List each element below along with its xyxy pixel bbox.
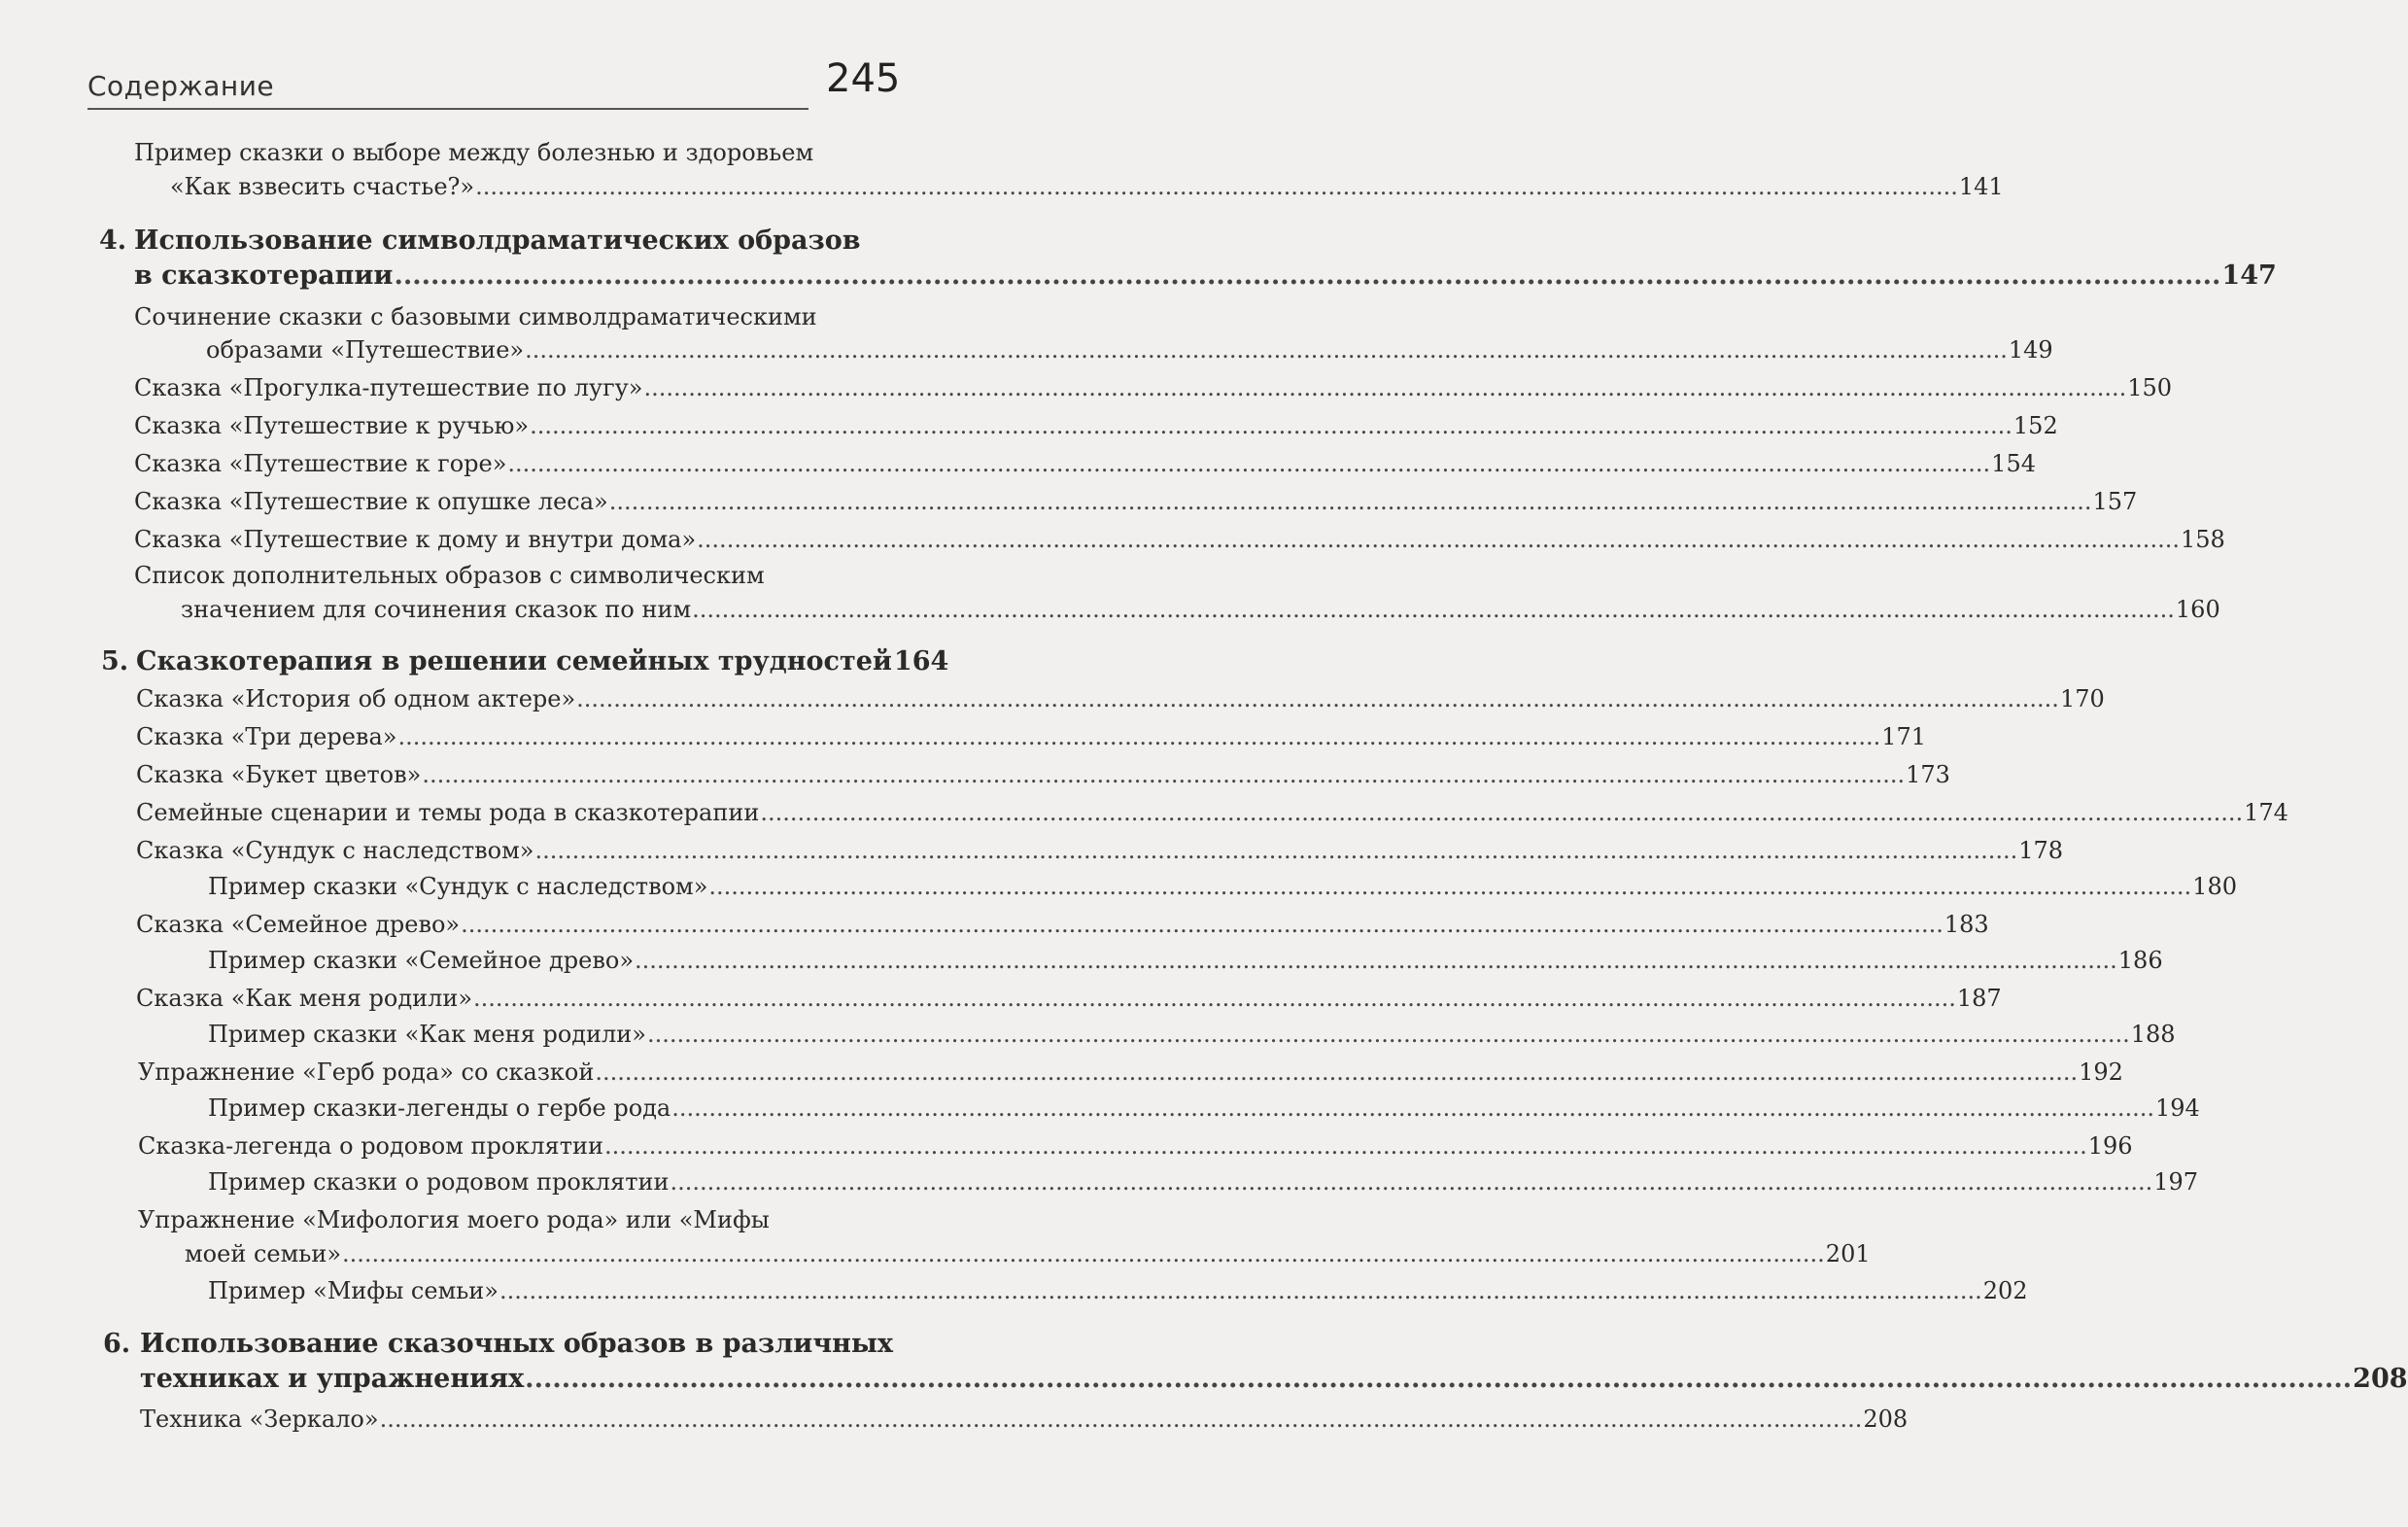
toc-page-ref: 164: [893, 646, 949, 677]
chapter-number: 6.: [103, 1329, 131, 1359]
toc-page-ref: 183: [1944, 911, 1989, 938]
toc-page-ref: 157: [2092, 488, 2138, 515]
toc-entry-title: Пример сказки «Семейное древо»: [208, 947, 634, 974]
toc-entry-line: Сочинение сказки с базовыми символдраматическими: [134, 303, 817, 330]
dot-leader: ........................................................................................................................................................................................................: [397, 723, 1881, 750]
toc-page-ref: 194: [2155, 1094, 2200, 1122]
toc-entry: [136, 985, 2002, 1012]
header-rule: [87, 108, 808, 110]
dot-leader: ........................................................................................................................................................................................................: [379, 1406, 1863, 1433]
toc-entry-title: «Как взвесить счастье?»: [170, 173, 475, 200]
toc-entry-title: моей семьи»: [185, 1240, 342, 1267]
toc-entry-title: Сказка «Как меня родили»: [136, 985, 473, 1012]
toc-entry-line: Список дополнительных образов с символическим: [134, 562, 765, 589]
toc-page-ref: 174: [2244, 799, 2288, 826]
toc-page-ref: 170: [2059, 685, 2105, 712]
chapter-title-line: Использование символдраматических образов: [134, 226, 861, 256]
toc-entry: [136, 799, 2288, 826]
toc-entry: [136, 685, 2105, 712]
dot-leader: ........................................................................................................................................................................................................: [576, 685, 2059, 712]
toc-entry-title: Сказка «Букет цветов»: [136, 761, 422, 788]
dot-leader: ........................................................................................................................................................................................................: [534, 837, 2018, 864]
toc-entry-title: Пример сказки «Как меня родили»: [208, 1021, 646, 1048]
toc-entry-line: Пример сказки о выборе между болезнью и здоровьем: [134, 139, 814, 166]
toc-page-ref: 208: [2353, 1364, 2408, 1394]
toc-entry-title: Сказка «Три дерева»: [136, 723, 397, 750]
dot-leader: ........................................................................................................................................................................................................: [595, 1058, 2079, 1086]
toc-entry-title: Пример сказки-легенды о гербе рода: [208, 1094, 671, 1122]
chapter-number: 4.: [99, 226, 127, 256]
chapter-title: техниках и упражнениях: [140, 1364, 525, 1394]
toc-entry-title: Упражнение «Герб рода» со сказкой: [138, 1058, 595, 1086]
toc-entry: [134, 412, 2058, 439]
toc-entry: [136, 761, 1950, 788]
toc-entry-title: значением для сочинения сказок по ним: [181, 596, 692, 623]
toc-page-ref: 180: [2192, 873, 2237, 900]
toc-page-ref: 192: [2079, 1058, 2123, 1086]
dot-leader: ........................................................................................................................................................................................................: [646, 1021, 2130, 1048]
dot-leader: ........................................................................................................................................................................................................: [697, 526, 2180, 553]
toc-entry: [208, 1021, 2176, 1048]
toc-page-ref: 202: [1982, 1277, 2028, 1304]
toc-entry-title: Пример «Мифы семьи»: [208, 1277, 499, 1304]
dot-leader: ........................................................................................................................................................................................................: [507, 450, 1991, 477]
chapter-number: 5.: [101, 646, 129, 677]
dot-leader: ........................................................................................................................................................................................................: [342, 1240, 1825, 1267]
dot-leader: ........................................................................................................................................................................................................: [473, 985, 1956, 1012]
toc-page-ref: 188: [2130, 1021, 2176, 1048]
toc-page-ref: 173: [1906, 761, 1950, 788]
chapter-entry: [136, 646, 949, 677]
dot-leader: ........................................................................................................................................................................................................: [525, 336, 2008, 364]
toc-page-ref: 208: [1863, 1406, 1909, 1433]
toc-entry-title: Сказка «Путешествие к горе»: [134, 450, 507, 477]
toc-entry: [170, 173, 2004, 200]
toc-entry: [140, 1406, 1909, 1433]
toc-entry: [136, 837, 2064, 864]
toc-page-ref: 201: [1825, 1240, 1871, 1267]
toc-entry: [208, 1094, 2200, 1122]
toc-page-ref: 150: [2127, 374, 2173, 401]
dot-leader: ........................................................................................................................................................................................................: [499, 1277, 1982, 1304]
toc-entry-title: Сказка «Путешествие к опушке леса»: [134, 488, 608, 515]
toc-page-ref: 154: [1991, 450, 2036, 477]
toc-page-ref: 149: [2008, 336, 2053, 364]
dot-leader: ........................................................................................................................................................................................................: [422, 761, 1906, 788]
toc-entry-title: образами «Путешествие»: [206, 336, 525, 364]
running-head: Содержание: [87, 70, 275, 102]
chapter-entry: [140, 1364, 2408, 1394]
chapter-title: в сказкотерапии: [134, 260, 394, 291]
toc-entry: [185, 1240, 1871, 1267]
toc-page-ref: 158: [2180, 526, 2225, 553]
toc-entry: [134, 450, 2036, 477]
toc-entry: [134, 374, 2173, 401]
toc-entry: [138, 1058, 2123, 1086]
dot-leader: ........................................................................................................................................................................................................: [461, 911, 1944, 938]
dot-leader: ........................................................................................................................................................................................................: [525, 1364, 2353, 1394]
toc-entry-title: Сказка «История об одном актере»: [136, 685, 576, 712]
dot-leader: ........................................................................................................................................................................................................: [635, 947, 2117, 974]
dot-leader: ........................................................................................................................................................................................................: [394, 260, 2221, 291]
toc-entry-title: Сказка «Путешествие к дому и внутри дома»: [134, 526, 697, 553]
dot-leader: ........................................................................................................................................................................................................: [708, 873, 2192, 900]
chapter-title: Сказкотерапия в решении семейных трудностей: [136, 646, 892, 677]
toc-entry-title: Пример сказки о родовом проклятии: [208, 1168, 670, 1196]
chapter-entry: [134, 260, 2277, 291]
toc-entry: [181, 596, 2220, 623]
toc-page-ref: 178: [2018, 837, 2064, 864]
toc-entry-line: Упражнение «Мифология моего рода» или «Мифы: [138, 1206, 770, 1233]
dot-leader: ........................................................................................................................................................................................................: [530, 412, 2012, 439]
toc-page-ref: 147: [2221, 260, 2277, 291]
toc-entry: [136, 723, 1927, 750]
toc-page-ref: 187: [1956, 985, 2002, 1012]
toc-entry-title: Сказка «Сундук с наследством»: [136, 837, 534, 864]
toc-page-ref: 197: [2153, 1168, 2199, 1196]
dot-leader: ........................................................................................................................................................................................................: [760, 799, 2244, 826]
dot-leader: ........................................................................................................................................................................................................: [692, 596, 2175, 623]
toc-entry-title: Сказка «Семейное древо»: [136, 911, 461, 938]
toc-entry: [208, 947, 2163, 974]
toc-entry-title: Техника «Зеркало»: [140, 1406, 379, 1433]
toc-entry: [134, 526, 2225, 553]
dot-leader: ........................................................................................................................................................................................................: [603, 1132, 2087, 1160]
toc-entry-title: Пример сказки «Сундук с наследством»: [208, 873, 708, 900]
toc-entry: [134, 488, 2138, 515]
toc-entry: [138, 1132, 2133, 1160]
toc-entry-title: Сказка «Прогулка-путешествие по лугу»: [134, 374, 643, 401]
toc-entry: [208, 1168, 2199, 1196]
toc-page-ref: 152: [2012, 412, 2058, 439]
toc-page-ref: 186: [2117, 947, 2163, 974]
toc-page-ref: 160: [2175, 596, 2220, 623]
toc-entry: [206, 336, 2053, 364]
toc-page-ref: 196: [2087, 1132, 2133, 1160]
dot-leader: ........................................................................................................................................................................................................: [671, 1094, 2155, 1122]
toc-entry-title: Семейные сценарии и темы рода в сказкотерапии: [136, 799, 760, 826]
chapter-title-line: Использование сказочных образов в различных: [140, 1329, 894, 1359]
toc-page-ref: 141: [1958, 173, 2004, 200]
page-number: 245: [826, 56, 901, 101]
dot-leader: ........................................................................................................................................................................................................: [670, 1168, 2153, 1196]
dot-leader: ........................................................................................................................................................................................................: [643, 374, 2127, 401]
toc-entry-title: Сказка «Путешествие к ручью»: [134, 412, 530, 439]
toc-page-ref: 171: [1881, 723, 1927, 750]
dot-leader: ........................................................................................................................................................................................................: [608, 488, 2092, 515]
toc-entry: [136, 911, 1989, 938]
dot-leader: ........................................................................................................................................................................................................: [475, 173, 1958, 200]
toc-entry: [208, 1277, 2028, 1304]
toc-entry-title: Сказка-легенда о родовом проклятии: [138, 1132, 603, 1160]
toc-entry: [208, 873, 2237, 900]
